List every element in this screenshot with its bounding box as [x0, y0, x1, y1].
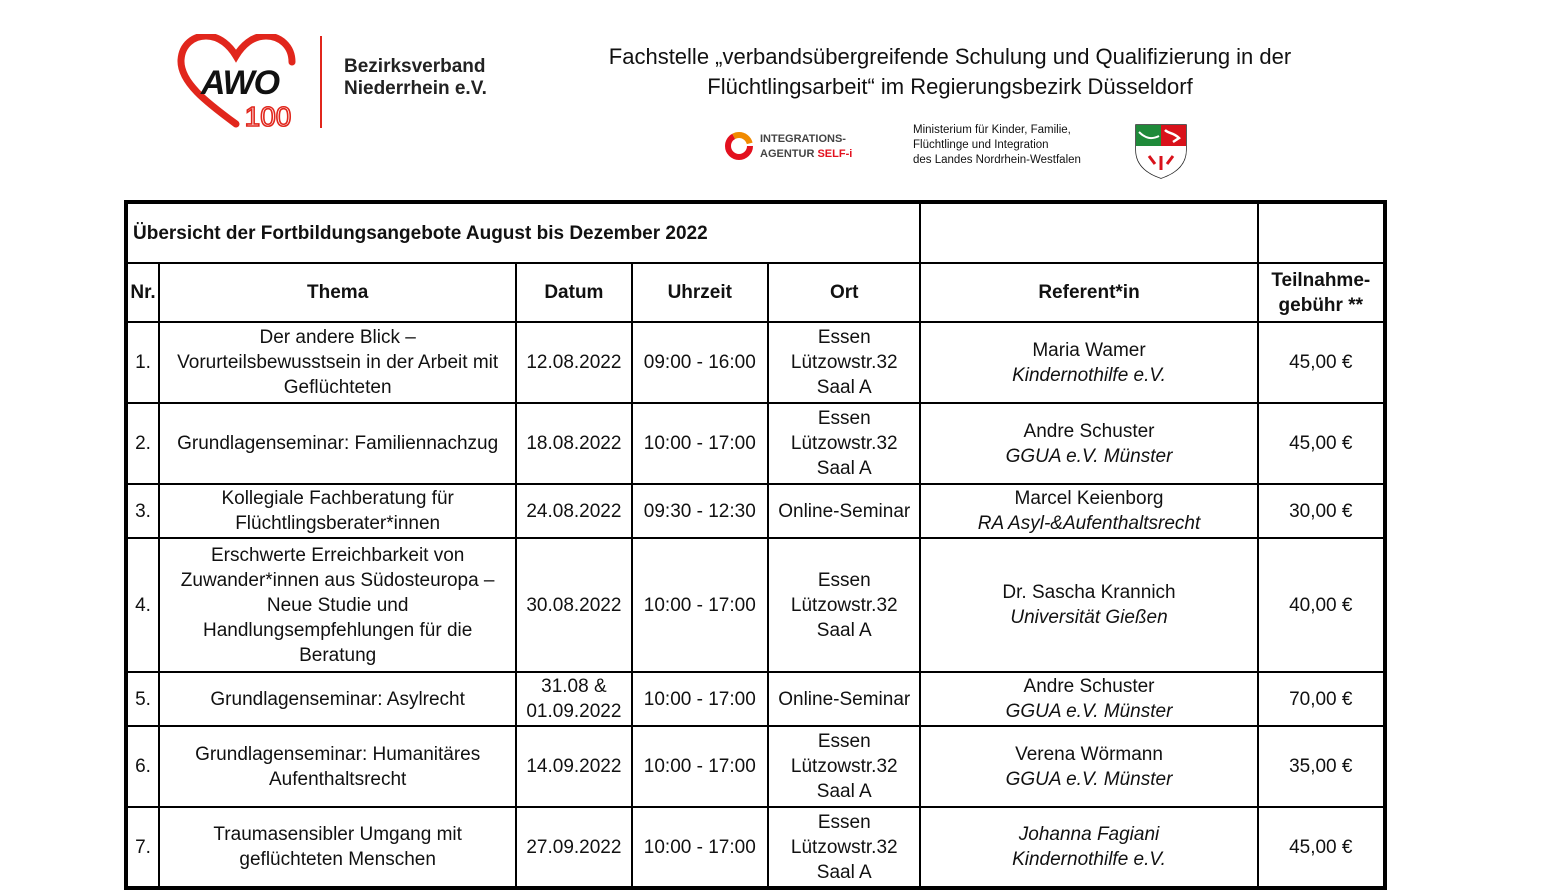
- ort-line: Online-Seminar: [778, 500, 911, 522]
- thema-line: Geflüchteten: [283, 377, 392, 398]
- gebuehr-header-line2: gebühr **: [1278, 294, 1363, 316]
- thema-line: Kollegiale Fachberatung für: [221, 488, 454, 509]
- ministry-logo-text: [913, 123, 1081, 168]
- cell-uhrzeit: 10:00 - 17:00: [632, 807, 768, 888]
- page-headline: [560, 42, 1340, 102]
- referent-organization: GGUA e.V. Münster: [1005, 701, 1173, 722]
- thema-line: Aufenthaltsrecht: [269, 768, 407, 790]
- self-i-ring-icon: [724, 130, 756, 162]
- awo-org-line2: Niederrhein e.V.: [344, 78, 487, 99]
- awo-org-line1: Bezirksverband: [344, 56, 486, 77]
- ort-line: Essen: [817, 327, 871, 348]
- row-number: 2.: [126, 403, 159, 484]
- cell-thema: [159, 322, 516, 403]
- ort-line: Essen: [817, 569, 871, 591]
- referent-name: Marcel Keienborg: [1014, 488, 1164, 509]
- thema-line: Handlungsempfehlungen für die: [202, 619, 473, 641]
- cell-thema: [159, 538, 516, 672]
- ort-line: Lützowstr.32: [790, 352, 898, 373]
- row-number: 6.: [126, 726, 159, 807]
- cell-ort: [768, 403, 920, 484]
- cell-uhrzeit: 10:00 - 17:00: [632, 403, 768, 484]
- cell-ort: [768, 538, 920, 672]
- ort-line: Lützowstr.32: [790, 433, 898, 454]
- awo-heart-logo: [176, 34, 306, 130]
- referent-organization: Kindernothilfe e.V.: [1012, 849, 1166, 870]
- ort-line: Lützowstr.32: [790, 836, 898, 858]
- datum-line: 27.09.2022: [526, 836, 622, 858]
- referent-name: Dr. Sascha Krannich: [1002, 582, 1176, 603]
- column-header-thema: Thema: [159, 263, 516, 322]
- ort-line: Saal A: [816, 619, 872, 641]
- awo-wordmark: AWO: [200, 64, 280, 102]
- row-number: 7.: [126, 807, 159, 888]
- cell-referent: [920, 726, 1257, 807]
- cell-gebuehr: 45,00 €: [1258, 322, 1385, 403]
- table-row: [126, 807, 1385, 888]
- column-header-nr: Nr.: [126, 263, 159, 322]
- ort-line: Saal A: [816, 377, 872, 398]
- cell-datum: [516, 726, 631, 807]
- headline-line2: Flüchtlingsarbeit“ im Regierungsbezirk Düsseldorf: [707, 74, 1193, 99]
- thema-line: Zuwander*innen aus Südosteuropa –: [180, 569, 495, 591]
- awo-organization: [344, 56, 487, 100]
- cell-datum: [516, 538, 631, 672]
- table-row: [126, 726, 1385, 807]
- cell-referent: [920, 322, 1257, 403]
- logo-divider: [320, 36, 322, 128]
- cell-thema: [159, 672, 516, 726]
- headline-line1: Fachstelle „verbandsübergreifende Schulung und Qualifizierung in der: [608, 44, 1292, 69]
- empty-cell: [920, 202, 1257, 263]
- integration-line2a: AGENTUR: [760, 148, 818, 160]
- row-number: 5.: [126, 672, 159, 726]
- referent-organization: Kindernothilfe e.V.: [1012, 364, 1166, 386]
- ministry-line3: des Landes Nordrhein-Westfalen: [913, 154, 1081, 166]
- ort-line: Saal A: [816, 861, 872, 883]
- cell-ort: [768, 672, 920, 726]
- gebuehr-header-line1: Teilnahme-: [1271, 269, 1371, 291]
- table-title: Übersicht der Fortbildungsangebote August bis Dezember 2022: [126, 202, 920, 263]
- ministry-line2: Flüchtlinge und Integration: [913, 139, 1049, 151]
- datum-line: 31.08 &: [541, 676, 607, 697]
- thema-line: Grundlagenseminar: Humanitäres: [195, 743, 481, 765]
- referent-name: Johanna Fagiani: [1018, 824, 1160, 845]
- cell-uhrzeit: 09:30 - 12:30: [632, 484, 768, 538]
- cell-ort: [768, 807, 920, 888]
- document-header: [0, 0, 1556, 200]
- cell-referent: [920, 484, 1257, 538]
- cell-thema: [159, 484, 516, 538]
- table-row: [126, 403, 1385, 484]
- datum-line: 24.08.2022: [526, 500, 622, 522]
- thema-line: Beratung: [299, 644, 377, 666]
- ort-line: Lützowstr.32: [790, 756, 898, 777]
- integration-line2b: SELF-i: [817, 148, 853, 160]
- cell-referent: [920, 403, 1257, 484]
- column-header-uhrzeit: Uhrzeit: [632, 263, 768, 322]
- cell-thema: [159, 726, 516, 807]
- thema-line: Flüchtlingsberater*innen: [235, 513, 441, 534]
- cell-gebuehr: 45,00 €: [1258, 403, 1385, 484]
- table-title-row: [126, 202, 1385, 263]
- thema-line: Traumasensibler Umgang mit: [213, 824, 462, 845]
- cell-uhrzeit: 10:00 - 17:00: [632, 672, 768, 726]
- datum-line: 01.09.2022: [526, 701, 622, 722]
- cell-datum: [516, 484, 631, 538]
- cell-uhrzeit: 10:00 - 17:00: [632, 726, 768, 807]
- column-header-referent: Referent*in: [920, 263, 1257, 322]
- datum-line: 12.08.2022: [526, 352, 622, 373]
- datum-line: 18.08.2022: [526, 433, 622, 454]
- course-rows: [126, 322, 1385, 888]
- table-row: [126, 672, 1385, 726]
- cell-thema: [159, 807, 516, 888]
- table-row: [126, 484, 1385, 538]
- cell-uhrzeit: 09:00 - 16:00: [632, 322, 768, 403]
- row-number: 4.: [126, 538, 159, 672]
- ort-line: Lützowstr.32: [790, 594, 898, 616]
- thema-line: geflüchteten Menschen: [239, 849, 436, 870]
- referent-organization: GGUA e.V. Münster: [1005, 445, 1173, 467]
- table-header-row: [126, 263, 1385, 322]
- cell-gebuehr: 35,00 €: [1258, 726, 1385, 807]
- ort-line: Essen: [817, 408, 871, 429]
- referent-name: Verena Wörmann: [1015, 743, 1163, 765]
- column-header-ort: Ort: [768, 263, 920, 322]
- cell-referent: [920, 538, 1257, 672]
- table-row: [126, 538, 1385, 672]
- awo-jubilee: 100: [244, 101, 292, 130]
- cell-datum: [516, 322, 631, 403]
- thema-line: Grundlagenseminar: Familiennachzug: [177, 433, 499, 454]
- nrw-coat-of-arms-icon: [1133, 122, 1189, 180]
- row-number: 1.: [126, 322, 159, 403]
- column-header-datum: Datum: [516, 263, 631, 322]
- table-row: [126, 322, 1385, 403]
- thema-line: Neue Studie und: [266, 594, 409, 616]
- referent-organization: Universität Gießen: [1010, 607, 1168, 628]
- thema-line: Vorurteilsbewusstsein in der Arbeit mit: [177, 352, 499, 373]
- cell-ort: [768, 322, 920, 403]
- cell-referent: [920, 807, 1257, 888]
- ort-line: Essen: [817, 811, 871, 833]
- course-overview-table: [124, 200, 1387, 890]
- referent-name: Andre Schuster: [1023, 676, 1155, 697]
- cell-gebuehr: 40,00 €: [1258, 538, 1385, 672]
- cell-ort: [768, 726, 920, 807]
- integration-line1: INTEGRATIONS-: [760, 133, 846, 145]
- cell-gebuehr: 45,00 €: [1258, 807, 1385, 888]
- referent-organization: GGUA e.V. Münster: [1005, 768, 1173, 790]
- cell-gebuehr: 30,00 €: [1258, 484, 1385, 538]
- datum-line: 14.09.2022: [526, 756, 622, 777]
- ort-line: Saal A: [816, 781, 872, 802]
- cell-ort: [768, 484, 920, 538]
- empty-cell: [1258, 202, 1385, 263]
- datum-line: 30.08.2022: [526, 594, 622, 616]
- cell-thema: [159, 403, 516, 484]
- integration-agency-logo: [760, 132, 852, 162]
- referent-name: Andre Schuster: [1023, 420, 1155, 442]
- thema-line: Erschwerte Erreichbarkeit von: [210, 544, 465, 566]
- cell-referent: [920, 672, 1257, 726]
- column-header-gebuehr: [1258, 263, 1385, 322]
- ort-line: Essen: [817, 731, 871, 752]
- referent-organization: RA Asyl-&Aufenthaltsrecht: [977, 513, 1201, 534]
- referent-name: Maria Wamer: [1032, 339, 1146, 361]
- ort-line: Saal A: [816, 458, 872, 479]
- cell-datum: [516, 672, 631, 726]
- ort-line: Online-Seminar: [778, 688, 911, 710]
- thema-line: Grundlagenseminar: Asylrecht: [210, 688, 465, 710]
- cell-gebuehr: 70,00 €: [1258, 672, 1385, 726]
- row-number: 3.: [126, 484, 159, 538]
- cell-datum: [516, 807, 631, 888]
- cell-datum: [516, 403, 631, 484]
- cell-uhrzeit: 10:00 - 17:00: [632, 538, 768, 672]
- ministry-line1: Ministerium für Kinder, Familie,: [913, 124, 1071, 136]
- thema-line: Der andere Blick –: [259, 327, 416, 348]
